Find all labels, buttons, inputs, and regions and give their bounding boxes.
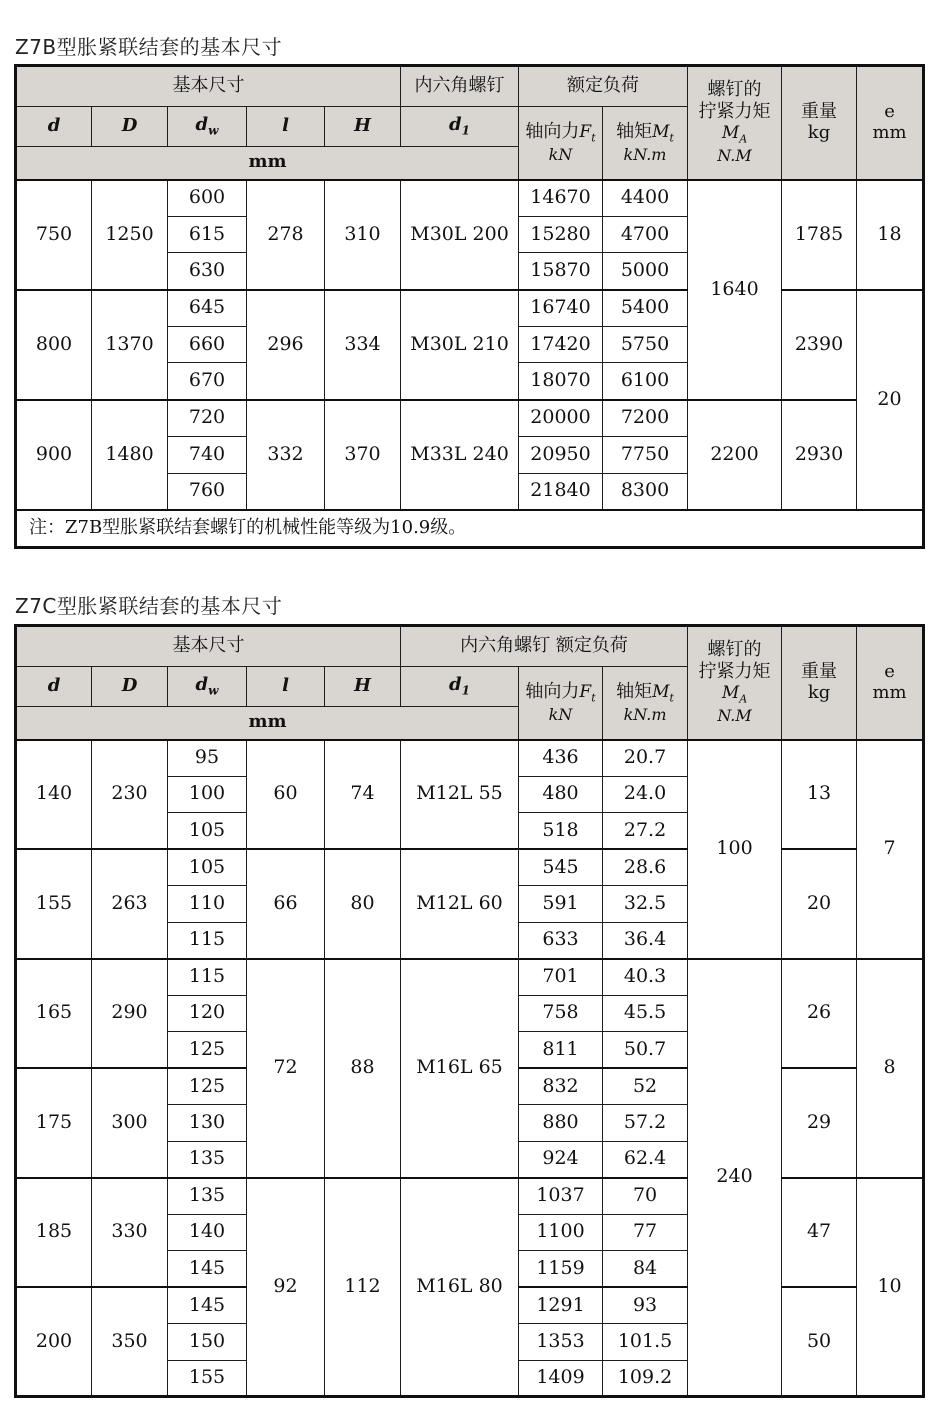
cell-dw: 130 xyxy=(168,1105,247,1142)
header-tightening-torque: 螺钉的 拧紧力矩 $M_A$ N.M xyxy=(688,66,782,180)
cell-dw: 150 xyxy=(168,1324,247,1361)
cell-D: 230 xyxy=(92,740,168,850)
cell-dw: 120 xyxy=(168,995,247,1032)
cell-dw: 115 xyxy=(168,922,247,959)
cell-tightening-torque: 240 xyxy=(688,959,782,1397)
cell-torque: 7200 xyxy=(603,400,688,437)
table-row xyxy=(16,510,924,548)
header-col-D: D xyxy=(92,667,168,707)
cell-torque: 93 xyxy=(603,1287,688,1324)
cell-axial-force: 1409 xyxy=(519,1360,603,1397)
cell-axial-force: 15870 xyxy=(519,253,603,290)
cell-weight: 13 xyxy=(782,740,857,850)
header-rated-load: 额定负荷 xyxy=(519,66,688,107)
cell-torque: 70 xyxy=(603,1178,688,1215)
cell-torque: 40.3 xyxy=(603,959,688,996)
cell-D: 1370 xyxy=(92,290,168,400)
cell-axial-force: 633 xyxy=(519,922,603,959)
table1-title: Z7B型胀紧联结套的基本尺寸 xyxy=(15,35,283,59)
cell-D: 263 xyxy=(92,849,168,959)
cell-torque: 7750 xyxy=(603,436,688,473)
cell-axial-force: 591 xyxy=(519,886,603,923)
cell-D: 290 xyxy=(92,959,168,1069)
cell-axial-force: 1037 xyxy=(519,1178,603,1215)
cell-dw: 615 xyxy=(168,216,247,253)
cell-torque: 77 xyxy=(603,1214,688,1251)
cell-dw: 110 xyxy=(168,886,247,923)
header-col-dw: $d_w$ xyxy=(168,667,247,707)
cell-d: 750 xyxy=(16,180,92,290)
cell-torque: 50.7 xyxy=(603,1032,688,1069)
header-col-d: d xyxy=(16,667,92,707)
cell-e: 18 xyxy=(857,180,924,290)
cell-d1: M12L 60 xyxy=(401,849,519,959)
cell-torque: 84 xyxy=(603,1251,688,1288)
header-col-D: D xyxy=(92,107,168,147)
table-row xyxy=(16,400,924,437)
cell-l: 92 xyxy=(247,1178,325,1397)
cell-torque: 24.0 xyxy=(603,776,688,813)
cell-d: 900 xyxy=(16,400,92,510)
cell-torque: 4400 xyxy=(603,180,688,217)
cell-weight: 2390 xyxy=(782,290,857,400)
header-basic-dimensions: 基本尺寸 xyxy=(16,626,401,667)
cell-torque: 57.2 xyxy=(603,1105,688,1142)
z7b-dimensions-table xyxy=(14,64,925,549)
cell-torque: 4700 xyxy=(603,216,688,253)
table-row xyxy=(16,740,924,777)
cell-weight: 29 xyxy=(782,1068,857,1178)
table-row xyxy=(16,1178,924,1215)
cell-axial-force: 16740 xyxy=(519,290,603,327)
table2-title: Z7C型胀紧联结套的基本尺寸 xyxy=(15,594,283,618)
cell-axial-force: 880 xyxy=(519,1105,603,1142)
cell-weight: 26 xyxy=(782,959,857,1069)
cell-tightening-torque: 2200 xyxy=(688,400,782,510)
header-basic-dimensions: 基本尺寸 xyxy=(16,66,401,107)
cell-H: 334 xyxy=(325,290,401,400)
cell-tightening-torque: 100 xyxy=(688,740,782,959)
cell-dw: 125 xyxy=(168,1068,247,1105)
header-col-l: l xyxy=(247,107,325,147)
table-row xyxy=(16,959,924,996)
cell-l: 60 xyxy=(247,740,325,850)
cell-torque: 36.4 xyxy=(603,922,688,959)
cell-axial-force: 436 xyxy=(519,740,603,777)
cell-d: 165 xyxy=(16,959,92,1069)
cell-weight: 2930 xyxy=(782,400,857,510)
cell-torque: 8300 xyxy=(603,473,688,510)
cell-torque: 28.6 xyxy=(603,849,688,886)
cell-l: 332 xyxy=(247,400,325,510)
cell-dw: 100 xyxy=(168,776,247,813)
cell-axial-force: 1159 xyxy=(519,1251,603,1288)
cell-tightening-torque: 1640 xyxy=(688,180,782,400)
cell-torque: 62.4 xyxy=(603,1141,688,1178)
table-row xyxy=(16,626,924,667)
cell-axial-force: 14670 xyxy=(519,180,603,217)
cell-dw: 135 xyxy=(168,1141,247,1178)
cell-axial-force: 1291 xyxy=(519,1287,603,1324)
cell-torque: 109.2 xyxy=(603,1360,688,1397)
cell-axial-force: 18070 xyxy=(519,363,603,400)
header-mm-unit: mm xyxy=(16,147,519,180)
header-col-H: H xyxy=(325,667,401,707)
cell-axial-force: 21840 xyxy=(519,473,603,510)
header-hex-screw-rated-load: 内六角螺钉 额定负荷 xyxy=(401,626,688,667)
cell-l: 296 xyxy=(247,290,325,400)
cell-d: 155 xyxy=(16,849,92,959)
cell-l: 72 xyxy=(247,959,325,1178)
table-row xyxy=(16,66,924,107)
cell-e: 10 xyxy=(857,1178,924,1397)
cell-e: 20 xyxy=(857,290,924,510)
cell-dw: 670 xyxy=(168,363,247,400)
cell-axial-force: 924 xyxy=(519,1141,603,1178)
cell-dw: 740 xyxy=(168,436,247,473)
cell-dw: 600 xyxy=(168,180,247,217)
cell-torque: 5400 xyxy=(603,290,688,327)
cell-weight: 1785 xyxy=(782,180,857,290)
cell-d1: M12L 55 xyxy=(401,740,519,850)
table-row xyxy=(16,849,924,886)
header-e: e mm xyxy=(857,66,924,180)
table1-note: 注：Z7B型胀紧联结套螺钉的机械性能等级为10.9级。 xyxy=(16,510,924,548)
cell-d1: M16L 65 xyxy=(401,959,519,1178)
header-axial-force: 轴向力$F_t$ kN xyxy=(519,667,603,740)
header-col-d1: $d_1$ xyxy=(401,667,519,707)
cell-e: 8 xyxy=(857,959,924,1178)
cell-H: 74 xyxy=(325,740,401,850)
cell-axial-force: 1100 xyxy=(519,1214,603,1251)
cell-dw: 145 xyxy=(168,1287,247,1324)
cell-dw: 115 xyxy=(168,959,247,996)
cell-axial-force: 758 xyxy=(519,995,603,1032)
cell-torque: 6100 xyxy=(603,363,688,400)
cell-d1: M30L 210 xyxy=(401,290,519,400)
header-col-dw: $d_w$ xyxy=(168,107,247,147)
cell-axial-force: 17420 xyxy=(519,326,603,363)
cell-H: 80 xyxy=(325,849,401,959)
header-axial-force: 轴向力$F_t$ kN xyxy=(519,107,603,180)
cell-dw: 760 xyxy=(168,473,247,510)
cell-dw: 125 xyxy=(168,1032,247,1069)
cell-D: 350 xyxy=(92,1287,168,1397)
cell-H: 310 xyxy=(325,180,401,290)
cell-axial-force: 20950 xyxy=(519,436,603,473)
cell-d: 800 xyxy=(16,290,92,400)
cell-dw: 155 xyxy=(168,1360,247,1397)
cell-D: 330 xyxy=(92,1178,168,1288)
cell-dw: 660 xyxy=(168,326,247,363)
cell-d: 140 xyxy=(16,740,92,850)
cell-dw: 720 xyxy=(168,400,247,437)
cell-D: 1250 xyxy=(92,180,168,290)
header-tightening-torque: 螺钉的 拧紧力矩 $M_A$ N.M xyxy=(688,626,782,740)
header-col-H: H xyxy=(325,107,401,147)
cell-dw: 95 xyxy=(168,740,247,777)
cell-torque: 20.7 xyxy=(603,740,688,777)
header-hex-socket-screw: 内六角螺钉 xyxy=(401,66,519,107)
cell-l: 278 xyxy=(247,180,325,290)
cell-dw: 135 xyxy=(168,1178,247,1215)
cell-torque: 52 xyxy=(603,1068,688,1105)
table-row xyxy=(16,180,924,217)
cell-H: 370 xyxy=(325,400,401,510)
cell-weight: 50 xyxy=(782,1287,857,1397)
cell-torque: 32.5 xyxy=(603,886,688,923)
cell-d1: M16L 80 xyxy=(401,1178,519,1397)
cell-weight: 20 xyxy=(782,849,857,959)
cell-H: 112 xyxy=(325,1178,401,1397)
cell-torque: 45.5 xyxy=(603,995,688,1032)
header-axial-torque: 轴矩$M_t$ kN.m xyxy=(603,107,688,180)
header-col-l: l xyxy=(247,667,325,707)
header-weight: 重量 kg xyxy=(782,66,857,180)
header-col-d: d xyxy=(16,107,92,147)
cell-axial-force: 20000 xyxy=(519,400,603,437)
cell-dw: 105 xyxy=(168,813,247,850)
cell-d: 185 xyxy=(16,1178,92,1288)
cell-axial-force: 1353 xyxy=(519,1324,603,1361)
cell-dw: 145 xyxy=(168,1251,247,1288)
cell-H: 88 xyxy=(325,959,401,1178)
cell-axial-force: 480 xyxy=(519,776,603,813)
cell-dw: 140 xyxy=(168,1214,247,1251)
cell-axial-force: 701 xyxy=(519,959,603,996)
cell-torque: 5000 xyxy=(603,253,688,290)
cell-axial-force: 518 xyxy=(519,813,603,850)
header-mm-unit: mm xyxy=(16,707,519,740)
cell-l: 66 xyxy=(247,849,325,959)
header-e: e mm xyxy=(857,626,924,740)
cell-dw: 105 xyxy=(168,849,247,886)
cell-dw: 630 xyxy=(168,253,247,290)
cell-torque: 27.2 xyxy=(603,813,688,850)
cell-torque: 101.5 xyxy=(603,1324,688,1361)
cell-D: 1480 xyxy=(92,400,168,510)
cell-d: 200 xyxy=(16,1287,92,1397)
z7c-dimensions-table xyxy=(14,624,925,1398)
cell-weight: 47 xyxy=(782,1178,857,1288)
cell-d1: M33L 240 xyxy=(401,400,519,510)
table-row xyxy=(16,290,924,327)
header-weight: 重量 kg xyxy=(782,626,857,740)
cell-axial-force: 545 xyxy=(519,849,603,886)
cell-d: 175 xyxy=(16,1068,92,1178)
header-col-d1: $d_1$ xyxy=(401,107,519,147)
cell-dw: 645 xyxy=(168,290,247,327)
cell-axial-force: 811 xyxy=(519,1032,603,1069)
cell-D: 300 xyxy=(92,1068,168,1178)
cell-e: 7 xyxy=(857,740,924,959)
cell-axial-force: 15280 xyxy=(519,216,603,253)
cell-torque: 5750 xyxy=(603,326,688,363)
cell-d1: M30L 200 xyxy=(401,180,519,290)
header-axial-torque: 轴矩$M_t$ kN.m xyxy=(603,667,688,740)
cell-axial-force: 832 xyxy=(519,1068,603,1105)
